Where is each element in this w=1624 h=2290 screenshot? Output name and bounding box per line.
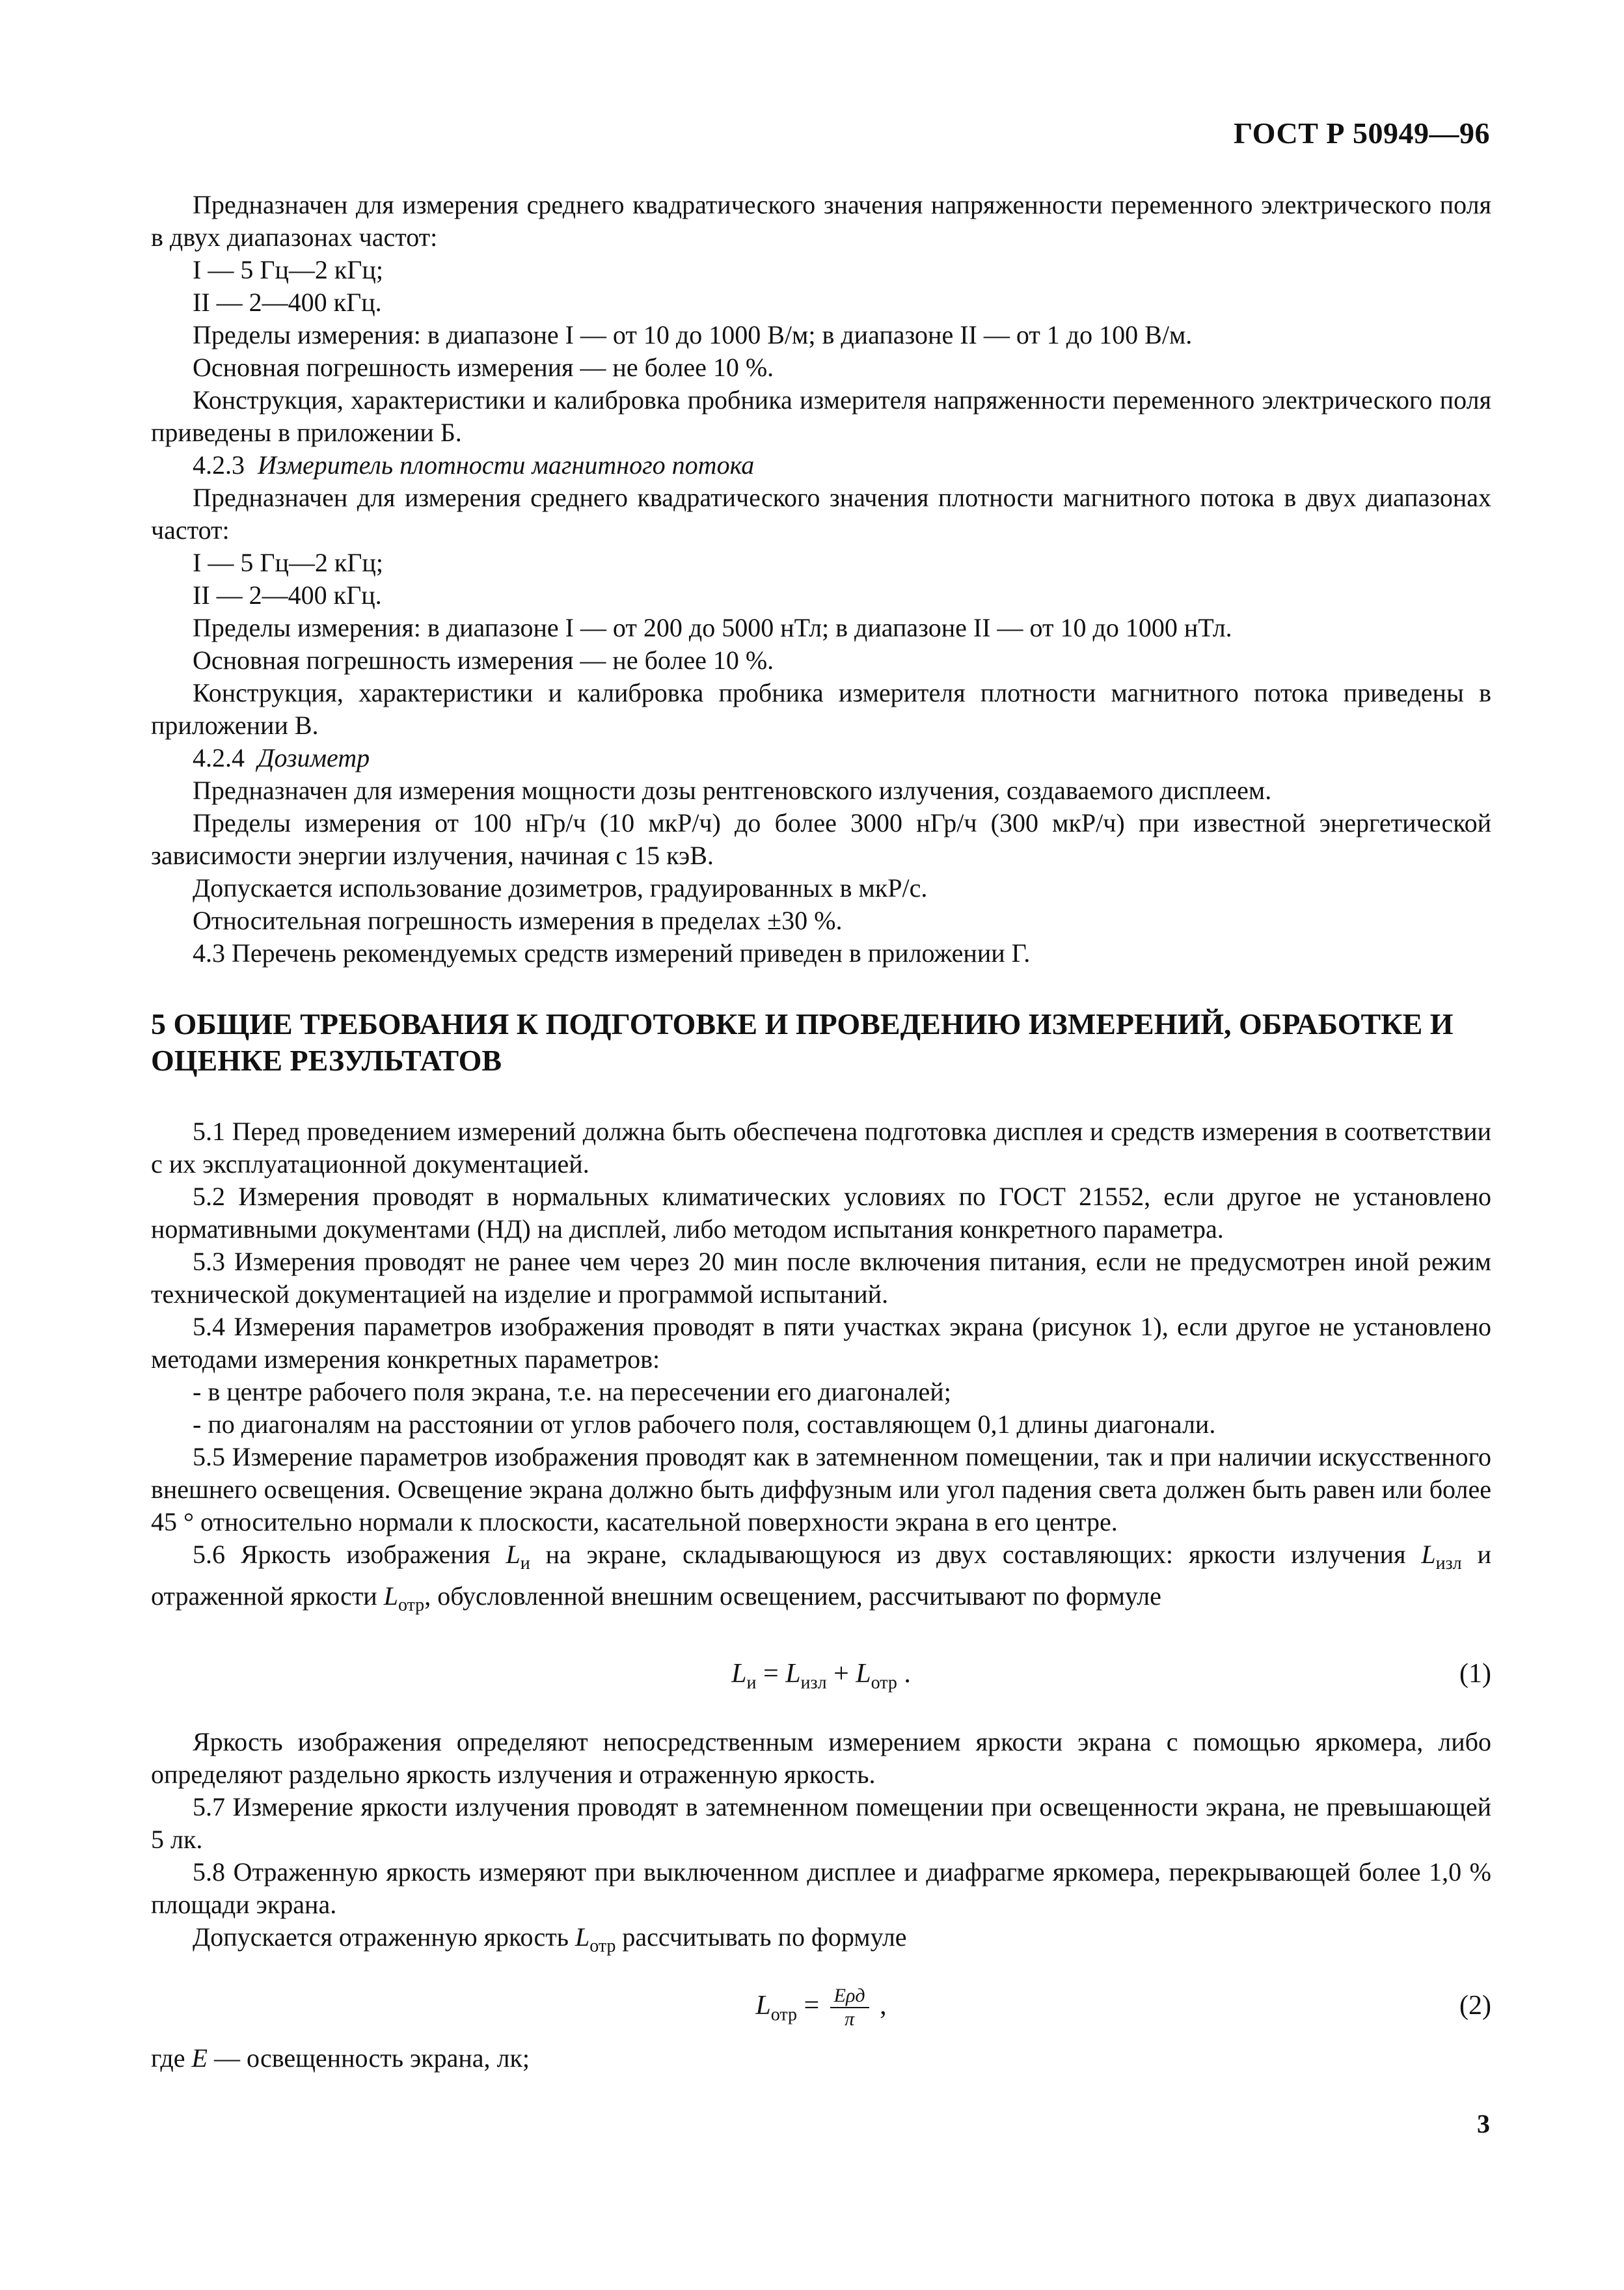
punctuation: , [873, 1991, 887, 2021]
paragraph: Пределы измерения: в диапазоне I — от 200 до 5000 нТл; в диапазоне II — от 10 до 1000 нТл. [193, 613, 1232, 642]
symbol-L: L [1421, 1540, 1436, 1569]
symbol-E: E [191, 2043, 208, 2073]
document-body [151, 189, 1491, 2075]
subsection-heading [151, 742, 1491, 774]
symbol-L: L [575, 1922, 590, 1952]
formula-1 [151, 1649, 1491, 1698]
subscript: отр [398, 1595, 425, 1615]
text-run: — освещенность экрана, лк; [207, 2043, 530, 2073]
fraction-denominator: π [845, 2008, 855, 2030]
formula-expression [151, 1981, 1491, 2039]
symbol-L: L [506, 1540, 521, 1569]
paragraph: Предназначен для измерения среднего квадратического значения напряженности переменного электрического поля в двух диапазонах частот: [151, 190, 1491, 252]
list-item: I — 5 Гц—2 кГц; [193, 548, 383, 577]
text-run: , обусловленной внешним освещением, рассчитывают по формуле [424, 1581, 1161, 1611]
symbol-L: L [755, 1991, 771, 2021]
section-heading: 5 ОБЩИЕ ТРЕБОВАНИЯ К ПОДГОТОВКЕ И ПРОВЕДЕНИЮ ИЗМЕРЕНИЙ, ОБРАБОТКЕ И ОЦЕНКЕ РЕЗУЛЬТАТОВ [151, 1007, 1454, 1077]
paragraph: Относительная погрешность измерения в пределах ±30 %. [193, 906, 843, 935]
symbol-L: L [785, 1659, 801, 1689]
punctuation: . [897, 1659, 911, 1689]
paragraph: 5.3 Измерения проводят не ранее чем через 20 мин после включения питания, если не предусмотрен иной режим технической документацией на изделие и программой испытаний. [151, 1247, 1491, 1309]
paragraph: 5.7 Измерение яркости излучения проводят в затемненном помещении при освещенности экрана, не превышающей 5 лк. [151, 1792, 1491, 1854]
formula-expression [151, 1649, 1491, 1708]
text-run: рассчитывать по формуле [616, 1922, 907, 1952]
paragraph: 5.4 Измерения параметров изображения проводят в пяти участках экрана (рисунок 1), если другое не установлено методами измерения конкретных параметров: [151, 1312, 1491, 1374]
subscript: отр [589, 1936, 616, 1956]
operator: = [756, 1659, 786, 1689]
paragraph: Основная погрешность измерения — не более 10 %. [193, 353, 774, 382]
paragraph: Конструкция, характеристики и калибровка пробника измерителя напряженности переменного электрического поля приведены в приложении Б. [151, 385, 1491, 447]
symbol-L: L [731, 1659, 747, 1689]
subsection-title: Дозиметр [258, 743, 370, 772]
document-code: ГОСТ Р 50949—96 [1234, 116, 1490, 150]
subscript: и [746, 1672, 757, 1693]
paragraph: 5.8 Отраженную яркость измеряют при выключенном дисплее и диафрагме яркомера, перекрывающей более 1,0 % площади экрана. [151, 1857, 1491, 1919]
formula-number: (2) [1459, 1991, 1491, 2021]
paragraph: Предназначен для измерения мощности дозы рентгеновского излучения, создаваемого дисплеем. [193, 776, 1272, 805]
subscript: отр [770, 2004, 797, 2025]
paragraph: Пределы измерения: в диапазоне I — от 10 до 1000 В/м; в диапазоне II — от 1 до 100 В/м. [193, 320, 1193, 349]
paragraph [151, 1921, 1491, 1963]
paragraph: Предназначен для измерения среднего квадратического значения плотности магнитного потока в двух диапазонах частот: [151, 483, 1491, 545]
operator: = [796, 1991, 826, 2021]
paragraph: 5.1 Перед проведением измерений должна быть обеспечена подготовка дисплея и средств измерения в соответствии с их эксплуатационной документацией. [151, 1117, 1491, 1179]
paragraph: Основная погрешность измерения — не более 10 %. [193, 646, 774, 675]
symbol-L: L [383, 1581, 398, 1611]
formula-number: (1) [1459, 1659, 1491, 1689]
subsection-title: Измеритель плотности магнитного потока [258, 450, 755, 480]
paragraph: Допускается использование дозиметров, градуированных в мкР/с. [193, 873, 928, 903]
paragraph-brightness [151, 1538, 1491, 1622]
paragraph: 5.5 Измерение параметров изображения проводят как в затемненном помещении, так и при наличии искусственного внешнего освещения. Освещение экрана должно быть диффузным или угол падения света должен быть равен или более 45 ° относительно нормали к плоскости, касательной поверхности экрана в его центре. [151, 1442, 1491, 1536]
subscript: и [520, 1553, 530, 1574]
paragraph: Пределы измерения от 100 нГр/ч (10 мкР/ч) до более 3000 нГр/ч (300 мкР/ч) при известной энергетической зависимости энергии излучения, начиная с 15 кэВ. [151, 808, 1491, 870]
fraction-numerator: Eρд [830, 1985, 869, 2008]
list-item: II — 2—400 кГц. [193, 288, 382, 317]
symbol-L: L [856, 1659, 871, 1689]
text-run: и отраженной яркости [151, 1540, 1491, 1611]
text-run: где [151, 2043, 192, 2073]
list-item: II — 2—400 кГц. [193, 580, 382, 610]
text-run: 5.6 Яркость изображения [193, 1540, 506, 1569]
subscript: изл [800, 1672, 827, 1693]
list-item: - по диагоналям на расстоянии от углов рабочего поля, составляющем 0,1 длины диагонали. [193, 1410, 1216, 1439]
subscript: изл [1435, 1553, 1462, 1574]
paragraph: Конструкция, характеристики и калибровка пробника измерителя плотности магнитного потока приведены в приложении В. [151, 678, 1491, 740]
list-item: - в центре рабочего поля экрана, т.е. на пересечении его диагоналей; [193, 1377, 951, 1406]
list-item: I — 5 Гц—2 кГц; [193, 255, 383, 284]
page-number: 3 [1477, 2109, 1490, 2138]
operator: + [826, 1659, 856, 1689]
subsection-number: 4.2.4 [193, 743, 245, 772]
paragraph: 4.3 Перечень рекомендуемых средств измерений приведен в приложении Г. [193, 938, 1031, 968]
paragraph: Яркость изображения определяют непосредственным измерением яркости экрана с помощью яркомера, либо определяют раздельно яркость излучения и отраженную яркость. [151, 1727, 1491, 1789]
paragraph: 5.2 Измерения проводят в нормальных климатических условиях по ГОСТ 21552, если другое не установлено нормативными документами (НД) на дисплей, либо методом испытания конкретного параметра. [151, 1182, 1491, 1244]
subsection-number: 4.2.3 [193, 450, 245, 480]
fraction [830, 1985, 869, 2030]
text-run: на экране, складывающуюся из двух составляющих: яркости излучения [530, 1540, 1422, 1569]
subsection-heading [151, 449, 1491, 482]
formula-2 [151, 1970, 1491, 2042]
paragraph [151, 2042, 1491, 2075]
text-run: Допускается отраженную яркость [193, 1922, 575, 1952]
subscript: отр [871, 1672, 897, 1693]
